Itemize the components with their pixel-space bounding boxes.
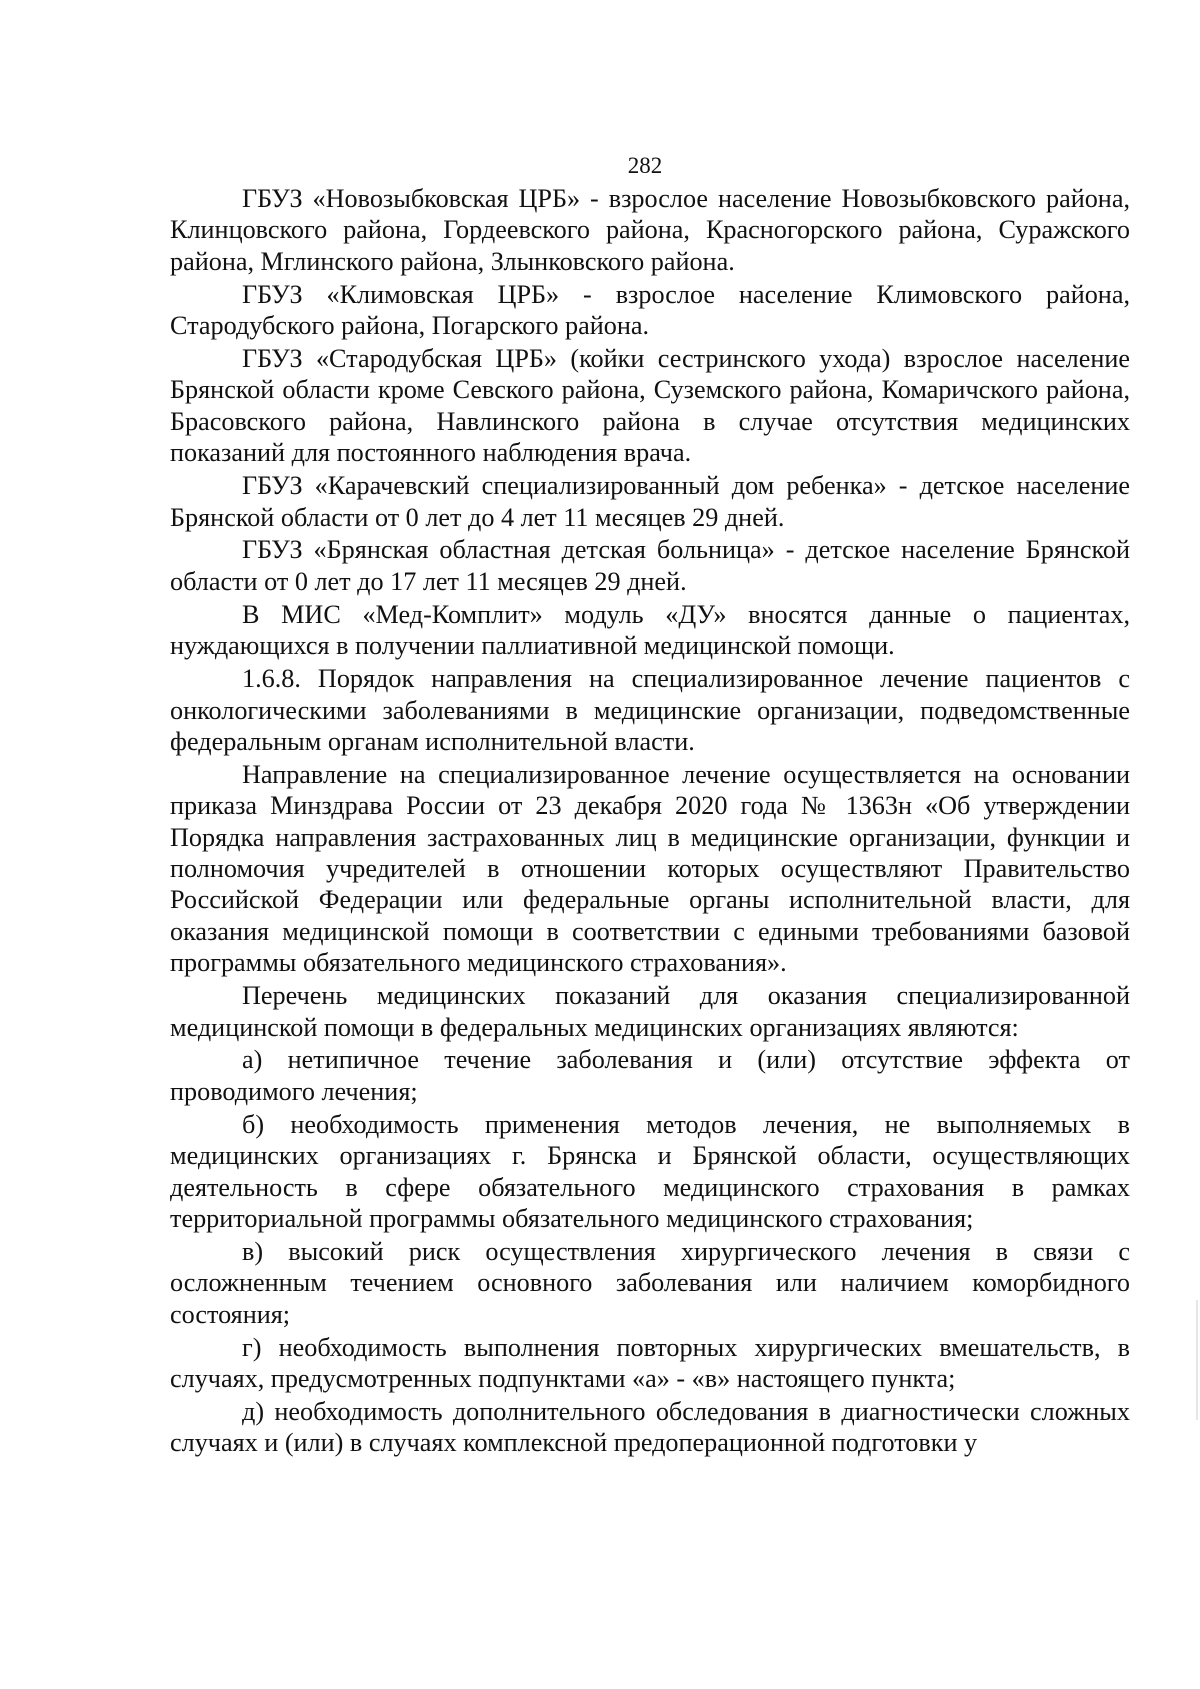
paragraph-karachev-children-home: ГБУЗ «Карачевский специализированный дом ребенка» - детское население Брянской области от 0 лет до 4 лет 11 месяцев 29 дней. xyxy=(170,471,1130,532)
list-item-a: а) нетипичное течение заболевания и (или) отсутствие эффекта от проводимого лечения; xyxy=(170,1045,1130,1106)
paragraph-novozybkov-crh: ГБУЗ «Новозыбковская ЦРБ» - взрослое население Новозыбковского района, Клинцовского района, Гордеевского района, Красногорского района, Суражского района, Мглинского района, Злынковского района. xyxy=(170,184,1130,276)
paragraph-indications-list-intro: Перечень медицинских показаний для оказания специализированной медицинской помощи в федеральных медицинских организациях являются: xyxy=(170,981,1130,1042)
section-heading-1-6-8: 1.6.8. Порядок направления на специализированное лечение пациентов с онкологическими заболеваниями в медицинские организации, подведомственные федеральным органам исполнительной власти. xyxy=(170,664,1130,756)
document-body xyxy=(170,183,1130,1460)
paragraph-mis-module: В МИС «Мед-Комплит» модуль «ДУ» вносятся данные о пациентах, нуждающихся в получении паллиативной медицинской помощи. xyxy=(170,599,1130,661)
list-item-b: б) необходимость применения методов лечения, не выполняемых в медицинских организациях г. Брянска и Брянской области, осуществляющих деятельность в сфере обязательного медицинского страхования в рамках территориальной программы обязательного медицинского страхования; xyxy=(170,1109,1130,1233)
list-item-g: г) необходимость выполнения повторных хирургических вмешательств, в случаях, предусмотренных подпунктами «а» - «в» настоящего пункта; xyxy=(170,1332,1130,1394)
scan-edge-mark xyxy=(1196,1300,1198,1420)
page-number: 282 xyxy=(627,153,663,178)
paragraph-bryansk-childrens-hospital: ГБУЗ «Брянская областная детская больница» - детское население Брянской области от 0 лет до 17 лет 11 месяцев 29 дней. xyxy=(170,535,1130,596)
paragraph-starodub-crh: ГБУЗ «Стародубская ЦРБ» (койки сестринского ухода) взрослое население Брянской области кроме Севского района, Суземского района, Комаричского района, Брасовского района, Навлинского района в случае отсутствия медицинских показаний для постоянного наблюдения врача. xyxy=(170,344,1130,468)
paragraph-klimovo-crh: ГБУЗ «Климовская ЦРБ» - взрослое население Климовского района, Стародубского района, Погарского района. xyxy=(170,279,1130,341)
list-item-v: в) высокий риск осуществления хирургического лечения в связи с осложненным течением основного заболевания или наличием коморбидного состояния; xyxy=(170,1236,1130,1329)
list-item-d: д) необходимость дополнительного обследования в диагностически сложных случаях и (или) в случаях комплексной предоперационной подготовки у xyxy=(170,1396,1130,1458)
paragraph-referral-order: Направление на специализированное лечение осуществляется на основании приказа Минздрава России от 23 декабря 2020 года № 1363н «Об утверждении Порядка направления застрахованных лиц в медицинские организации, функции и полномочия учредителей в отношении которых осуществляют Правительство Российской Федерации или федеральные органы исполнительной власти, для оказания медицинской помощи в соответствии с едиными требованиями базовой программы обязательного медицинского страхования». xyxy=(170,759,1130,978)
